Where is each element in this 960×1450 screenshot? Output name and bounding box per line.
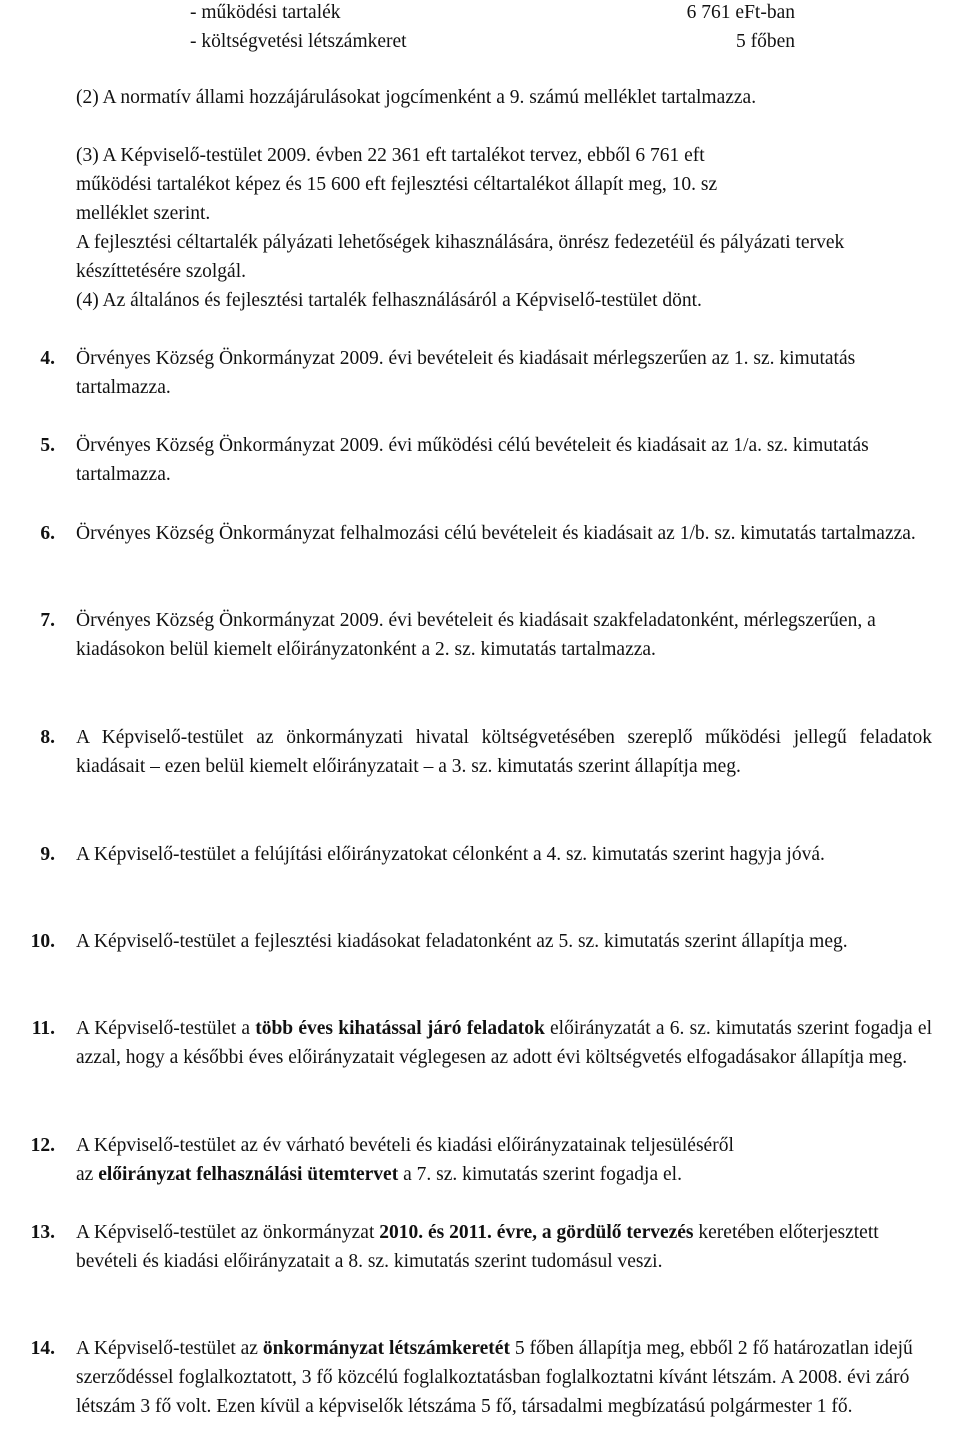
item-text: Örvényes Község Önkormányzat 2009. évi működési célú bevételeit és kiadásait az 1/a. sz. kimutatás tartalmazza. (76, 435, 869, 485)
item-number: 14. (30, 1338, 55, 1359)
item-text: Örvényes Község Önkormányzat felhalmozási célú bevételeit és kiadásait az 1/b. sz. kimutatás tartalmazza. (76, 523, 916, 544)
item-number: 11. (31, 1018, 55, 1039)
item-text-part: keretében előterjesztett bevételi és kiadási előirányzatait a 8. sz. kimutatás szerint tudomásul veszi. (76, 1222, 879, 1272)
item-number: 7. (40, 610, 55, 631)
budget-row-label: - működési tartalék (190, 2, 341, 23)
paragraph-reserves (76, 141, 932, 228)
item-number: 13. (30, 1222, 55, 1243)
item-text-line (76, 1160, 932, 1189)
budget-row-reserve (190, 0, 795, 27)
item-text: Örvényes Község Önkormányzat 2009. évi bevételeit és kiadásait szakfeladatonként, mérlegszerűen, a kiadásokon belül kiemelt előirányzatonként a 2. sz. kimutatás tartalmazza. (76, 610, 876, 660)
list-item-5 (0, 431, 930, 489)
item-number: 9. (40, 844, 55, 865)
item-text-bold: 2010. és 2011. évre, a gördülő tervezés (379, 1222, 694, 1243)
budget-row-label: - költségvetési létszámkeret (190, 31, 407, 52)
paragraph-line: működési tartalékot képez és 15 600 eft fejlesztési céltartalékot állapít meg, 10. sz (76, 174, 718, 195)
list-item-6 (0, 519, 930, 548)
item-text-part: a 7. sz. kimutatás szerint fogadja el. (398, 1164, 682, 1185)
item-number: 4. (40, 348, 55, 369)
item-text (76, 1218, 932, 1276)
list-item-7 (0, 606, 930, 664)
paragraph-line: (3) A Képviselő-testület 2009. évben 22 361 eft tartalékot tervez, ebből 6 761 eft (76, 145, 705, 166)
item-number: 5. (40, 435, 55, 456)
paragraph-development-reserve: A fejlesztési céltartalék pályázati lehetőségek kihasználására, önrész fedezetéül és pályázati tervek készíttetésére szolgál. (76, 232, 845, 282)
item-text-bold: önkormányzat létszámkeretét (262, 1338, 510, 1359)
item-number: 12. (30, 1135, 55, 1156)
item-text-part: előirányzatát a 6. sz. kimutatás szerint fogadja el azzal, hogy a későbbi éves előirányzatait véglegesen az adott évi költségvetés elfogadásakor állapítja meg. (76, 1018, 933, 1068)
item-text-bold: előirányzat felhasználási ütemtervet (98, 1164, 399, 1185)
item-number: 8. (40, 727, 55, 748)
budget-row-value: 6 761 eFt-ban (686, 2, 795, 23)
item-text-part: 5 főben állapítja meg, ebből 2 fő határozatlan idejű szerződéssel foglalkoztatott, 3 fő közcélú foglalkoztatásban foglalkoztatni kívánt létszám. A 2008. évi záró létszám 3 fő volt. Ezen kívül a képviselők létszáma 5 fő, társadalmi megbízatású polgármester 1 fő. (76, 1338, 913, 1417)
item-text-part: A Képviselő-testület az (76, 1338, 263, 1359)
budget-row-value: 5 főben (735, 31, 795, 52)
item-text-part: az (76, 1164, 99, 1185)
item-text: Örvényes Község Önkormányzat 2009. évi bevételeit és kiadásait mérlegszerűen az 1. sz. kimutatás tartalmazza. (76, 348, 856, 398)
budget-row-headcount (190, 27, 795, 56)
list-item-10 (0, 927, 930, 956)
item-text (76, 1014, 932, 1072)
paragraph-line: melléklet szerint. (76, 203, 211, 224)
paragraph-normative-grants: (2) A normatív állami hozzájárulásokat jogcímenként a 9. számú melléklet tartalmazza. (76, 87, 757, 108)
list-item-14 (0, 1334, 930, 1421)
item-text: A Képviselő-testület a felújítási előirányzatokat célonként a 4. sz. kimutatás szerint hagyja jóvá. (76, 844, 825, 865)
list-item-9 (0, 840, 930, 869)
item-text-bold: több éves kihatással járó feladatok (255, 1018, 545, 1039)
item-text (76, 1131, 932, 1189)
item-text-part: A Képviselő-testület a (76, 1018, 256, 1039)
item-number: 6. (40, 523, 55, 544)
list-item-13 (0, 1218, 930, 1276)
item-text: A Képviselő-testület a fejlesztési kiadásokat feladatonként az 5. sz. kimutatás szerint állapítja meg. (76, 931, 848, 952)
list-item-11 (0, 1014, 933, 1072)
item-number: 10. (30, 931, 55, 952)
item-text-part: A Képviselő-testület az önkormányzat (76, 1222, 380, 1243)
item-text-line: A Képviselő-testület az év várható bevételi és kiadási előirányzatainak teljesüléséről (76, 1135, 734, 1156)
list-item-8 (0, 723, 930, 781)
list-item-4 (0, 344, 930, 402)
paragraph-reserve-usage: (4) Az általános és fejlesztési tartalék felhasználásáról a Képviselő-testület dönt. (76, 290, 702, 311)
list-item-12 (0, 1131, 930, 1189)
item-text: A Képviselő-testület az önkormányzati hivatal költségvetésében szereplő működési jellegű feladatok kiadásait – ezen belül kiemelt előirányzatait – a 3. sz. kimutatás szerint állapítja meg. (76, 727, 932, 777)
item-text (76, 1334, 932, 1421)
